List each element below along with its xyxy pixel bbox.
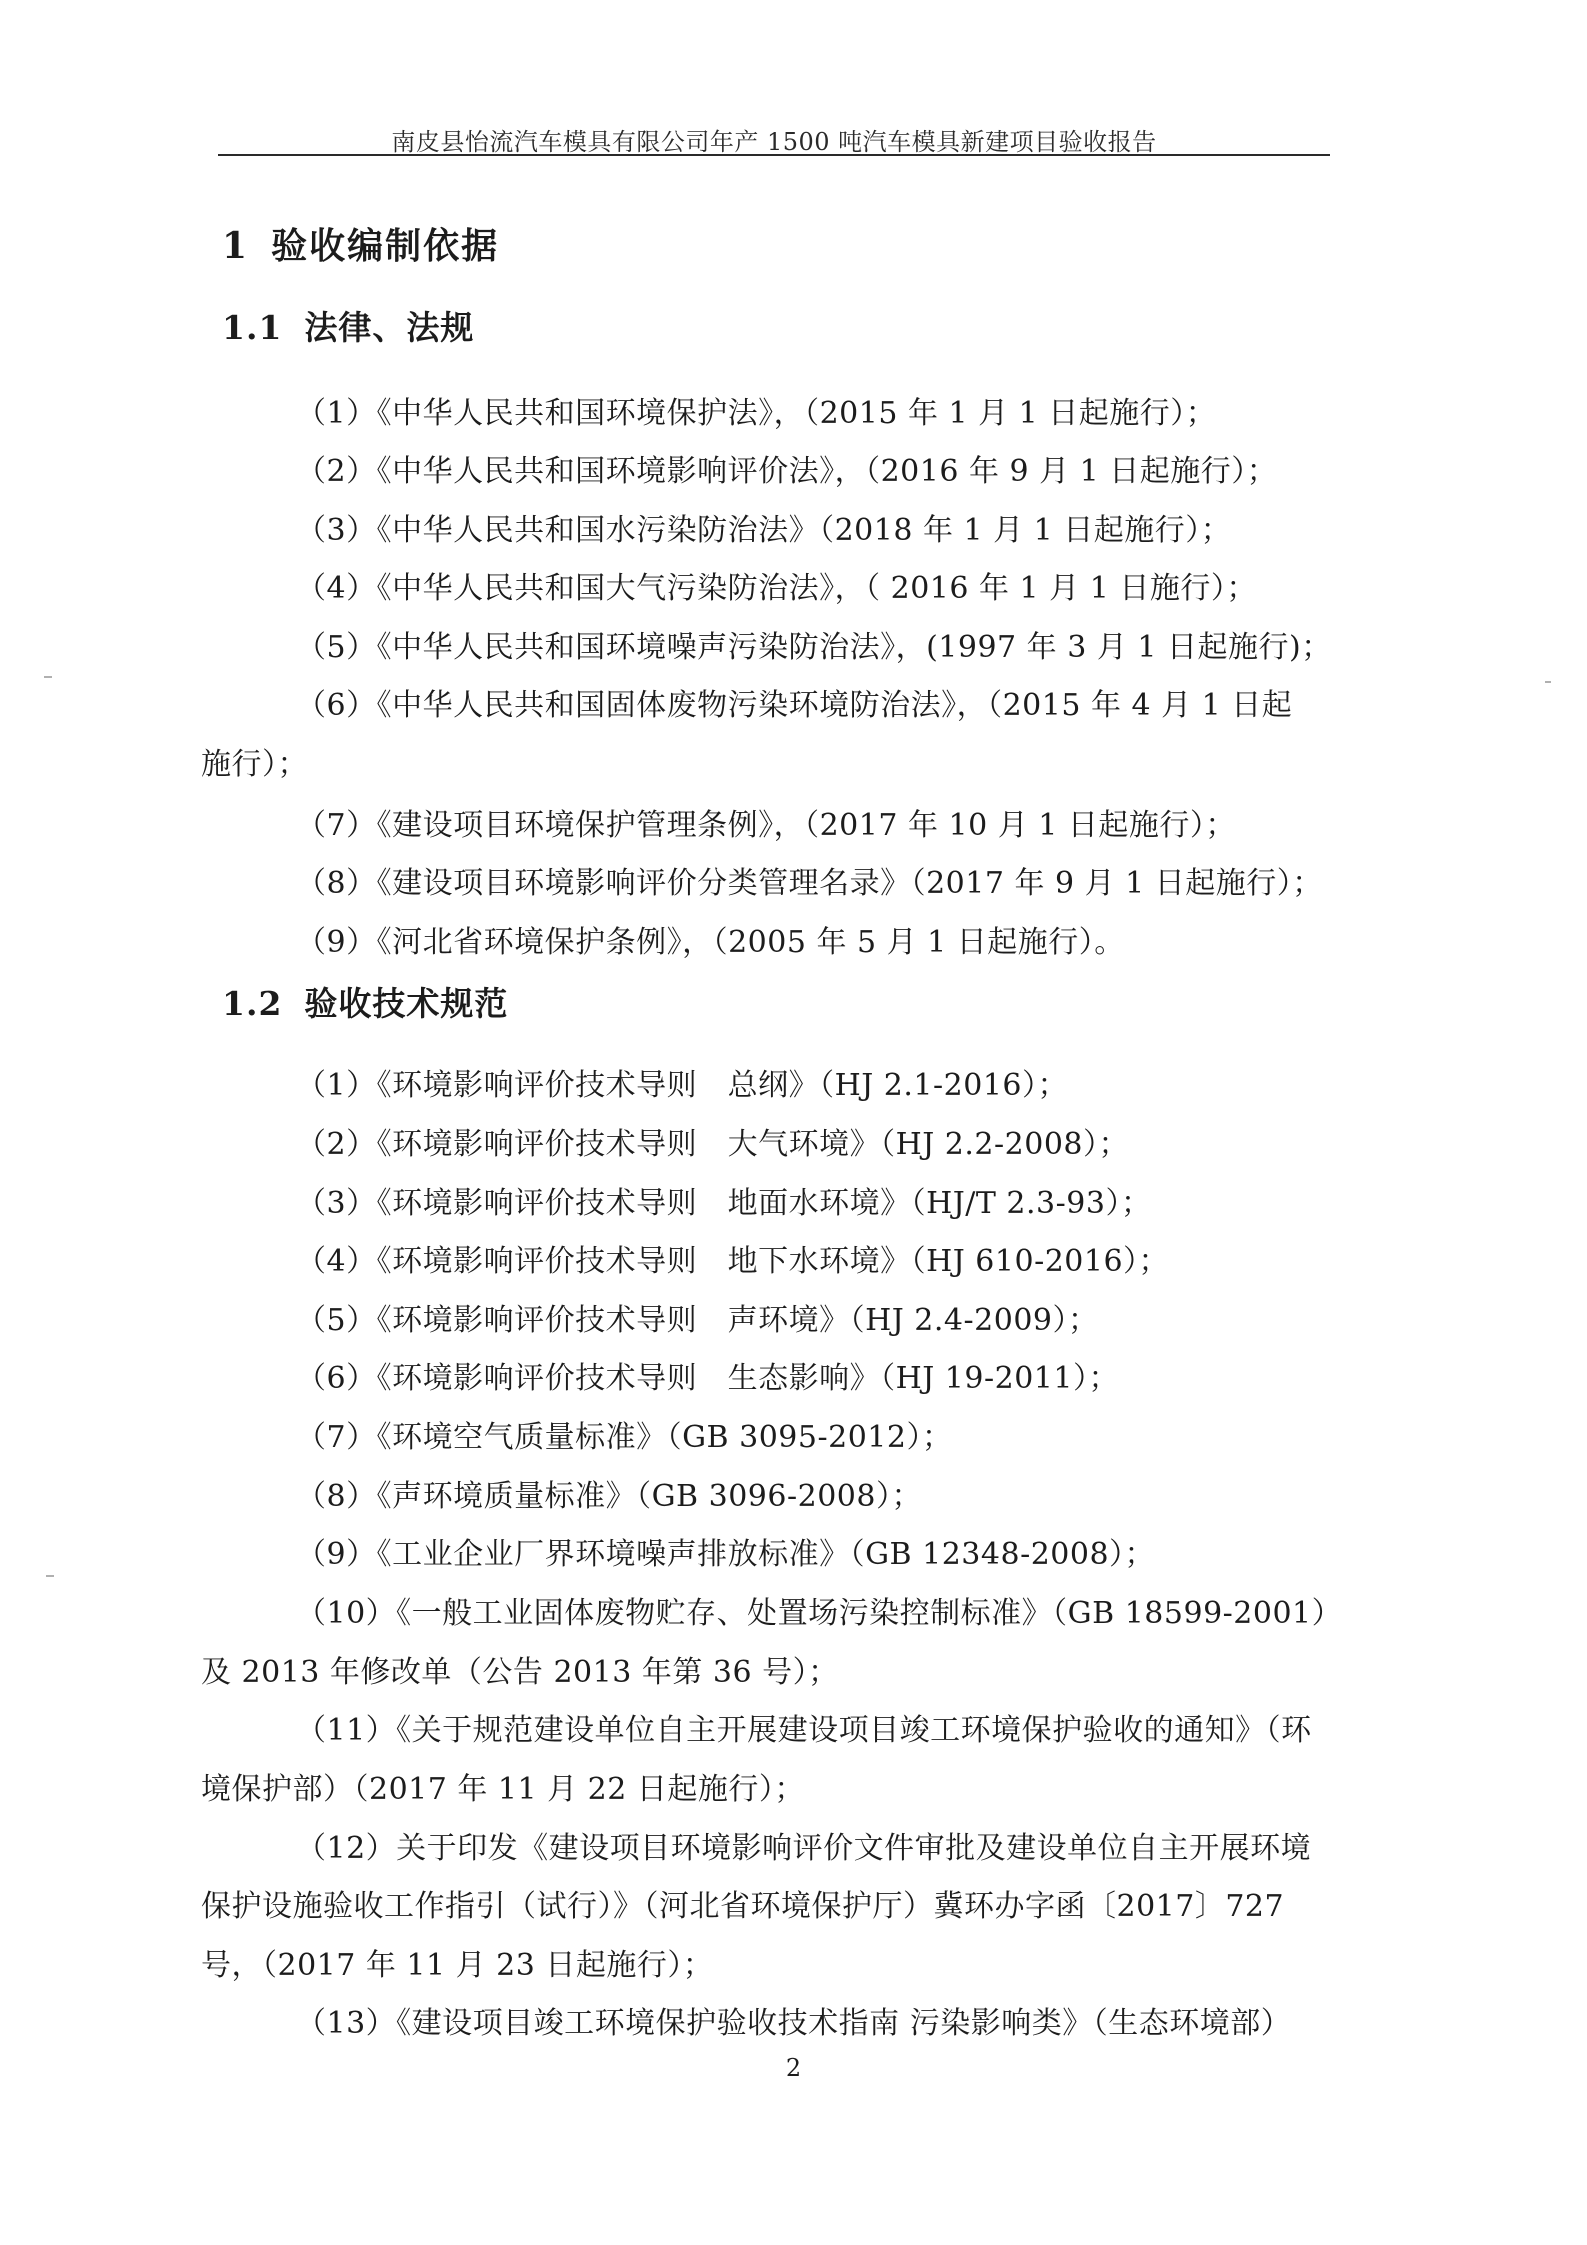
standard-item-continuation: 保护设施验收工作指引（试行）》（河北省环境保护厅）冀环办字函〔2017〕727 xyxy=(201,1889,1285,1924)
scan-speck xyxy=(44,676,52,678)
standard-item-continuation: 及 2013 年修改单（公告 2013 年第 36 号）； xyxy=(201,1655,839,1690)
standard-item: （7）《环境空气质量标准》（GB 3095-2012）； xyxy=(296,1420,953,1455)
law-item-continuation: 施行）； xyxy=(201,747,308,782)
header-divider xyxy=(218,154,1330,156)
standard-item: （6）《环境影响评价技术导则 生态影响》（HJ 19-2011）； xyxy=(296,1361,1119,1396)
law-item: （5）《中华人民共和国环境噪声污染防治法》，(1997 年 3 月 1 日起施行)； xyxy=(296,630,1332,665)
scan-speck xyxy=(46,1575,54,1577)
standard-item: （2）《环境影响评价技术导则 大气环境》（HJ 2.2-2008）； xyxy=(296,1127,1130,1162)
law-item: （6）《中华人民共和国固体废物污染环境防治法》，（2015 年 4 月 1 日起 xyxy=(296,688,1293,723)
section-heading-1-1 xyxy=(222,302,474,349)
page-number: 2 xyxy=(785,2054,802,2082)
section-title: 验收技术规范 xyxy=(304,984,509,1023)
standard-item: （4）《环境影响评价技术导则 地下水环境》（HJ 610-2016）； xyxy=(296,1244,1170,1279)
chapter-number: 1 xyxy=(222,225,250,267)
standard-item: （5）《环境影响评价技术导则 声环境》（HJ 2.4-2009）； xyxy=(296,1303,1099,1338)
section-number: 1.2 xyxy=(222,984,283,1023)
chapter-heading xyxy=(222,218,499,269)
standard-item-continuation: 号，（2017 年 11 月 23 日起施行）； xyxy=(201,1948,714,1983)
law-item: （1）《中华人民共和国环境保护法》，（2015 年 1 月 1 日起施行）； xyxy=(296,396,1217,431)
law-item: （3）《中华人民共和国水污染防治法》（2018 年 1 月 1 日起施行）； xyxy=(296,513,1232,548)
standard-item: （10）《一般工业固体废物贮存、处置场污染控制标准》（GB 18599-2001） xyxy=(296,1596,1343,1631)
law-item: （7）《建设项目环境保护管理条例》，（2017 年 10 月 1 日起施行）； xyxy=(296,808,1236,843)
standard-item: （1）《环境影响评价技术导则 总纲》（HJ 2.1-2016）； xyxy=(296,1068,1069,1103)
standard-item-continuation: 境保护部）（2017 年 11 月 22 日起施行）； xyxy=(201,1772,805,1807)
running-header: 南皮县怡流汽车模具有限公司年产 1500 吨汽车模具新建项目验收报告 xyxy=(391,128,1157,156)
law-item: （2）《中华人民共和国环境影响评价法》，（2016 年 9 月 1 日起施行）； xyxy=(296,454,1278,489)
standard-item: （11）《关于规范建设单位自主开展建设项目竣工环境保护验收的通知》（环 xyxy=(296,1713,1312,1748)
standard-item: （8）《声环境质量标准》（GB 3096-2008）； xyxy=(296,1479,922,1514)
law-item: （9）《河北省环境保护条例》，（2005 年 5 月 1 日起施行）。 xyxy=(296,925,1125,960)
law-item: （4）《中华人民共和国大气污染防治法》，（ 2016 年 1 月 1 日施行）； xyxy=(296,571,1257,606)
chapter-title: 验收编制依据 xyxy=(271,225,500,267)
standard-item: （13）《建设项目竣工环境保护验收技术指南 污染影响类》（生态环境部） xyxy=(296,2006,1292,2041)
section-heading-1-2 xyxy=(222,978,508,1025)
standard-item: （9）《工业企业厂界环境噪声排放标准》（GB 12348-2008）； xyxy=(296,1537,1156,1572)
standard-item: （12）关于印发《建设项目环境影响评价文件审批及建设单位自主开展环境 xyxy=(296,1831,1312,1866)
standard-item: （3）《环境影响评价技术导则 地面水环境》（HJ/T 2.3-93）； xyxy=(296,1186,1152,1221)
scan-speck xyxy=(1545,681,1551,683)
section-title: 法律、法规 xyxy=(304,308,475,347)
section-number: 1.1 xyxy=(222,308,283,347)
law-item: （8）《建设项目环境影响评价分类管理名录》（2017 年 9 月 1 日起施行）； xyxy=(296,866,1323,901)
